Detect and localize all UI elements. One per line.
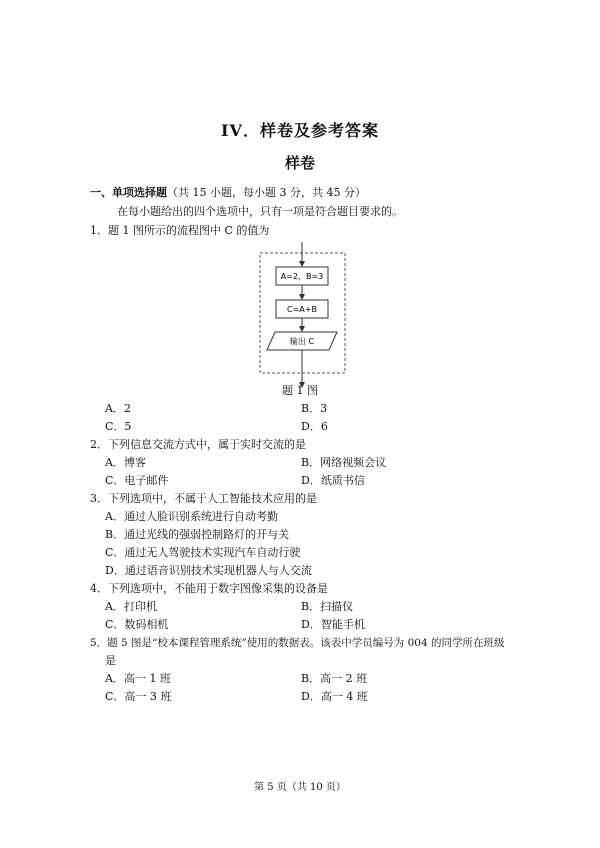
flowchart-output-text: 输出 C [289,337,315,346]
question-3-stem: 3．下列选项中，不属于人工智能技术应用的是 [90,492,317,505]
question-4-stem: 4．下列选项中，不能用于数字图像采集的设备是 [90,582,328,595]
section-number: 一、 [90,186,112,199]
q3-option-c: C．通过无人驾驶技术实现汽车自动行驶 [105,546,301,559]
q1-option-c: C．5 [105,420,132,433]
q1-option-a: A．2 [105,402,131,415]
q5-option-c: C．高一 3 班 [105,690,172,703]
q2-option-b: B．网络视频会议 [301,456,387,469]
section-instruction: 在每小题给出的四个选项中，只有一项是符合题目要求的。 [117,205,403,218]
page-title: IV．样卷及参考答案 [221,121,379,140]
section-label: 单项选择题 [112,186,167,199]
q4-option-c: C．数码相机 [105,618,169,631]
q2-option-a: A．博客 [105,456,146,469]
question-5-stem: 5．题 5 图是“校本课程管理系统”使用的数据表。该表中学员编号为 004 的同学所在班级 [90,637,505,649]
flowchart-figure [255,240,350,390]
q2-option-d: D．纸质书信 [301,474,365,487]
flowchart-box-assign-text: A=2，B=3 [280,272,324,281]
figure-caption: 题 1 图 [282,384,318,397]
section-detail: （共 15 小题，每小题 3 分，共 45 分） [167,186,366,199]
q3-option-a: A．通过人脸识别系统进行自动考勤 [105,510,278,523]
page-footer: 第 5 页（共 10 页） [254,782,346,793]
q4-option-d: D．智能手机 [301,618,365,631]
question-1-stem: 1．题 1 图所示的流程图中 C 的值为 [90,224,270,237]
q3-option-d: D．通过语音识别技术实现机器人与人交流 [105,564,312,577]
q5-option-b: B．高一 2 班 [301,672,368,685]
section-heading [90,186,366,200]
q4-option-a: A．打印机 [105,600,157,613]
q1-option-d: D．6 [301,420,328,433]
q1-option-b: B．3 [301,402,328,415]
page-subtitle: 样卷 [284,154,315,172]
question-2-stem: 2．下列信息交流方式中，属于实时交流的是 [90,438,306,451]
q3-option-b: B．通过光线的强弱控制路灯的开与关 [105,528,290,541]
q5-option-d: D．高一 4 班 [301,690,368,703]
q5-option-a: A．高一 1 班 [105,672,171,685]
q4-option-b: B．扫描仪 [301,600,354,613]
q2-option-c: C．电子邮件 [105,474,169,487]
question-5-stem-continued: 是 [105,654,116,667]
flowchart-box-sum-text: C=A+B [287,305,317,314]
